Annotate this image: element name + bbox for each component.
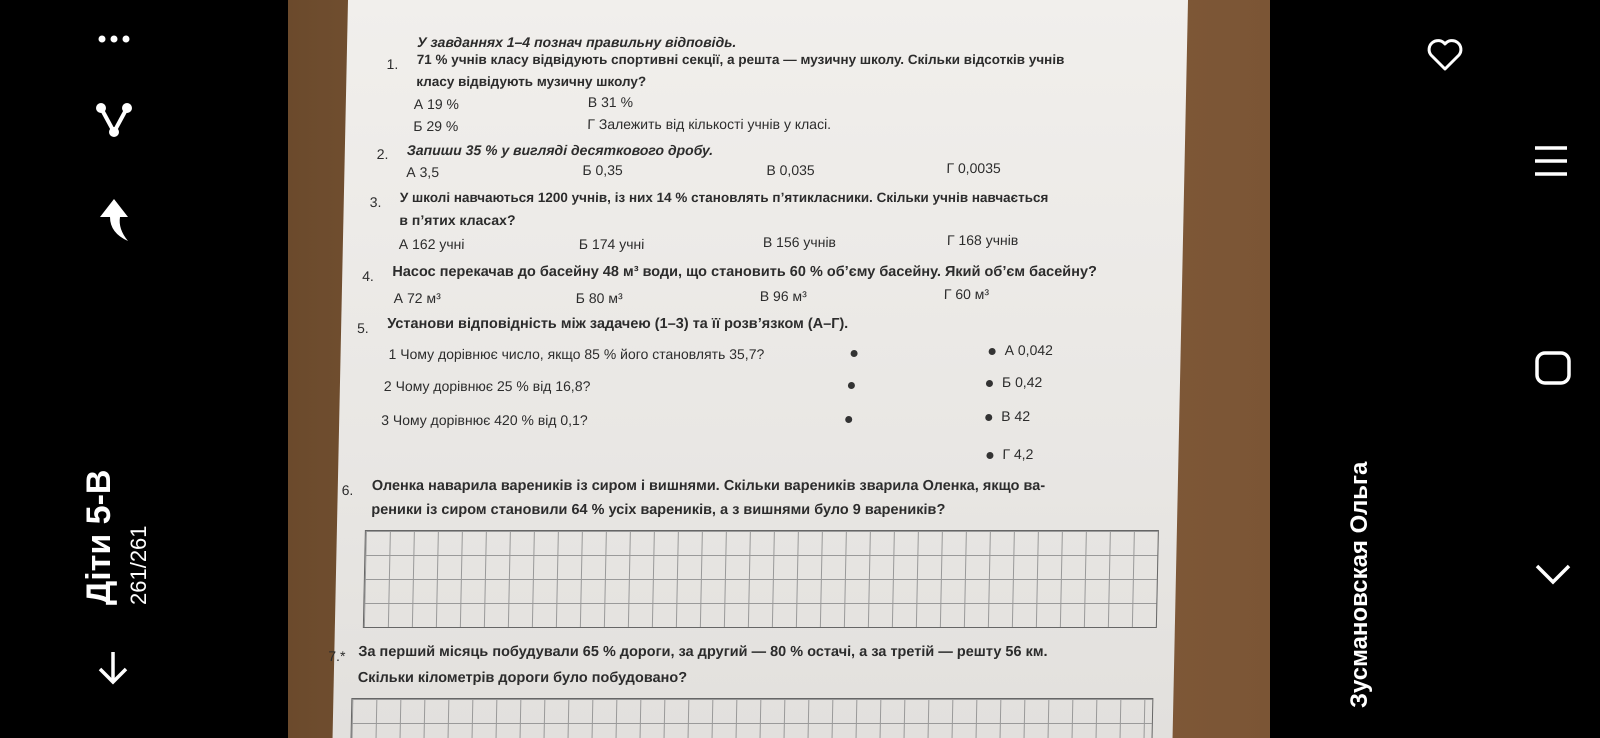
q5-text: Установи відповідність між задачею (1–3) та її розв’язком (А–Г). [387, 316, 849, 332]
q5-task-1: 1 Чому дорівнює число, якщо 85 % його становлять 35,7? [388, 346, 765, 362]
q3-line2: в п’ятих класах? [399, 212, 516, 228]
q1-option-b: Б 29 % [413, 118, 459, 134]
reply-button[interactable] [94, 195, 134, 245]
q4-option-g: Г 60 м³ [943, 286, 990, 302]
q7-line2: Скільки кілометрів дороги було побудовано? [357, 670, 688, 686]
worksheet-paper [328, 0, 1188, 738]
q3-option-g: Г 168 учнів [946, 232, 1019, 248]
menu-button[interactable] [1534, 144, 1568, 178]
match-dot-1 [851, 350, 858, 357]
download-button[interactable] [96, 650, 130, 686]
q5-task-2: 2 Чому дорівнює 25 % від 16,8? [383, 378, 591, 394]
download-arrow-icon [96, 650, 130, 686]
q6-line2: реники із сиром становили 64 % усіх вареників, а з вишнями було 9 вареників? [371, 502, 946, 518]
hamburger-menu-icon [1534, 144, 1568, 178]
q3-number: 3. [369, 194, 382, 210]
more-options-button[interactable] [96, 30, 132, 48]
q7-number: 7.* [328, 648, 346, 664]
q4-option-b: Б 80 м³ [575, 290, 623, 306]
reply-arrow-icon [94, 195, 134, 245]
q1-option-a: А 19 % [413, 96, 460, 112]
match-dot-g [986, 452, 993, 459]
q7-line1: За перший місяць побудували 65 % дороги, за другий — 80 % остачі, а за третій — решту 56 км. [358, 644, 1048, 660]
q6-number: 6. [341, 482, 354, 498]
match-dot-v [985, 414, 992, 421]
q1-option-g: Г Залежить від кількості учнів у класі. [587, 116, 832, 132]
next-button[interactable] [1534, 562, 1572, 586]
like-button[interactable] [1426, 36, 1464, 72]
q3-option-b: Б 174 учні [578, 236, 645, 252]
match-dot-3 [845, 416, 852, 423]
q4-number: 4. [362, 268, 375, 284]
photo-counter: 261/261 [126, 525, 151, 605]
match-dot-2 [848, 382, 855, 389]
q4-option-v: В 96 м³ [759, 288, 807, 304]
author-name: Зусмановская Ольга [1346, 461, 1373, 708]
chevron-down-icon [1534, 562, 1572, 586]
intro-text: У завданнях 1–4 познач правильну відповідь. [416, 34, 737, 50]
q4-text: Насос перекачав до басейну 48 м³ води, що становить 60 % об’єму басейну. Який об’єм басейну? [392, 264, 1098, 280]
q3-option-v: В 156 учнів [762, 234, 837, 250]
heart-icon [1426, 36, 1464, 72]
q4-option-a: А 72 м³ [393, 290, 441, 306]
overview-button[interactable] [1534, 350, 1572, 386]
q2-option-v: В 0,035 [766, 162, 815, 178]
answer-grid-2 [350, 698, 1153, 738]
q1-line2: класу відвідують музичну школу? [416, 74, 647, 89]
q5-task-3: 3 Чому дорівнює 420 % від 0,1? [381, 412, 588, 428]
worksheet-photo [288, 0, 1270, 738]
q1-number: 1. [386, 56, 399, 72]
square-icon [1534, 350, 1572, 386]
q3-line1: У школі навчаються 1200 учнів, із них 14 % становлять п’ятикласники. Скільки учнів навчається [399, 190, 1049, 205]
q6-line1: Оленка наварила вареників із сиром і вишнями. Скільки вареників зварила Оленка, якщо ва- [371, 478, 1046, 494]
q2-text: Запиши 35 % у вигляді десяткового дробу. [406, 142, 714, 158]
q3-option-a: А 162 учні [398, 236, 465, 252]
share-icon [94, 100, 134, 140]
answer-grid [363, 530, 1159, 628]
match-dot-a [989, 348, 996, 355]
q2-option-a: А 3,5 [406, 164, 440, 180]
q5-answer-a: А 0,042 [1004, 342, 1054, 358]
q5-answer-v: В 42 [1001, 408, 1031, 424]
q2-option-g: Г 0,0035 [946, 160, 1001, 176]
q5-answer-g: Г 4,2 [1002, 446, 1034, 462]
q2-number: 2. [376, 146, 389, 162]
q2-option-b: Б 0,35 [582, 162, 623, 178]
q1-line1: 71 % учнів класу відвідують спортивні секції, а решта — музичну школу. Скільки відсотків учнів [416, 52, 1065, 67]
q5-answer-b: Б 0,42 [1001, 374, 1043, 390]
album-title: Діти 5-В [80, 469, 118, 605]
more-vertical-icon [96, 30, 132, 48]
q5-number: 5. [356, 320, 369, 336]
share-button[interactable] [94, 100, 134, 140]
match-dot-b [986, 380, 993, 387]
q1-option-v: В 31 % [587, 94, 634, 110]
